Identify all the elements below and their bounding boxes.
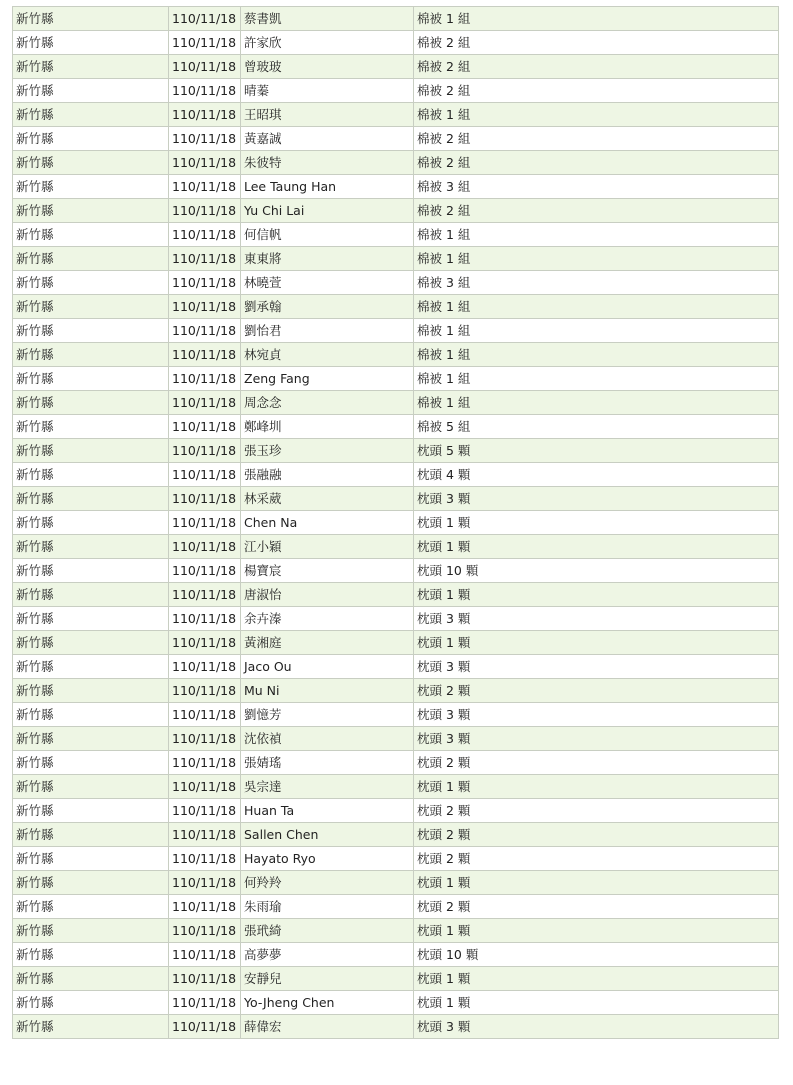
date-cell: 110/11/18 bbox=[169, 367, 241, 391]
date-cell: 110/11/18 bbox=[169, 799, 241, 823]
item-cell: 枕頭 2 顆 bbox=[414, 847, 779, 871]
date-cell: 110/11/18 bbox=[169, 415, 241, 439]
county-cell: 新竹縣 bbox=[13, 799, 169, 823]
date-cell: 110/11/18 bbox=[169, 487, 241, 511]
date-cell: 110/11/18 bbox=[169, 679, 241, 703]
date-cell: 110/11/18 bbox=[169, 847, 241, 871]
county-cell: 新竹縣 bbox=[13, 631, 169, 655]
date-cell: 110/11/18 bbox=[169, 103, 241, 127]
date-cell: 110/11/18 bbox=[169, 775, 241, 799]
table-row bbox=[13, 487, 779, 511]
date-cell: 110/11/18 bbox=[169, 79, 241, 103]
county-cell: 新竹縣 bbox=[13, 583, 169, 607]
table-row bbox=[13, 967, 779, 991]
item-cell: 棉被 5 組 bbox=[414, 415, 779, 439]
donor-name-cell: 江小穎 bbox=[241, 535, 414, 559]
donor-name-cell: Chen Na bbox=[241, 511, 414, 535]
item-cell: 枕頭 2 顆 bbox=[414, 823, 779, 847]
item-cell: 枕頭 3 顆 bbox=[414, 487, 779, 511]
donor-name-cell: Lee Taung Han bbox=[241, 175, 414, 199]
item-cell: 枕頭 2 顆 bbox=[414, 799, 779, 823]
county-cell: 新竹縣 bbox=[13, 151, 169, 175]
table-row bbox=[13, 199, 779, 223]
table-row bbox=[13, 871, 779, 895]
county-cell: 新竹縣 bbox=[13, 871, 169, 895]
item-cell: 枕頭 10 顆 bbox=[414, 559, 779, 583]
table-row bbox=[13, 415, 779, 439]
donor-name-cell: Hayato Ryo bbox=[241, 847, 414, 871]
table-row bbox=[13, 895, 779, 919]
donor-name-cell: 吳宗達 bbox=[241, 775, 414, 799]
table-row bbox=[13, 799, 779, 823]
date-cell: 110/11/18 bbox=[169, 31, 241, 55]
donor-name-cell: 東東將 bbox=[241, 247, 414, 271]
county-cell: 新竹縣 bbox=[13, 415, 169, 439]
donor-name-cell: 張婧瑤 bbox=[241, 751, 414, 775]
table-row bbox=[13, 511, 779, 535]
item-cell: 棉被 1 組 bbox=[414, 343, 779, 367]
county-cell: 新竹縣 bbox=[13, 511, 169, 535]
donor-name-cell: 劉承翰 bbox=[241, 295, 414, 319]
item-cell: 枕頭 5 顆 bbox=[414, 439, 779, 463]
table-row bbox=[13, 703, 779, 727]
date-cell: 110/11/18 bbox=[169, 391, 241, 415]
item-cell: 棉被 2 組 bbox=[414, 55, 779, 79]
date-cell: 110/11/18 bbox=[169, 271, 241, 295]
date-cell: 110/11/18 bbox=[169, 943, 241, 967]
date-cell: 110/11/18 bbox=[169, 1015, 241, 1039]
table-row bbox=[13, 223, 779, 247]
item-cell: 棉被 1 組 bbox=[414, 295, 779, 319]
table-row bbox=[13, 463, 779, 487]
donor-name-cell: 鄭峰圳 bbox=[241, 415, 414, 439]
table-row bbox=[13, 271, 779, 295]
county-cell: 新竹縣 bbox=[13, 919, 169, 943]
donor-name-cell: 沈依禎 bbox=[241, 727, 414, 751]
item-cell: 枕頭 3 顆 bbox=[414, 727, 779, 751]
item-cell: 棉被 2 組 bbox=[414, 31, 779, 55]
item-cell: 枕頭 3 顆 bbox=[414, 703, 779, 727]
donor-name-cell: 朱彼特 bbox=[241, 151, 414, 175]
item-cell: 枕頭 3 顆 bbox=[414, 607, 779, 631]
donation-table-body bbox=[13, 7, 779, 1039]
donor-name-cell: 王昭琪 bbox=[241, 103, 414, 127]
item-cell: 枕頭 1 顆 bbox=[414, 511, 779, 535]
item-cell: 棉被 2 組 bbox=[414, 79, 779, 103]
donor-name-cell: 周念念 bbox=[241, 391, 414, 415]
donor-name-cell: 黃嘉誠 bbox=[241, 127, 414, 151]
date-cell: 110/11/18 bbox=[169, 871, 241, 895]
date-cell: 110/11/18 bbox=[169, 55, 241, 79]
county-cell: 新竹縣 bbox=[13, 991, 169, 1015]
county-cell: 新竹縣 bbox=[13, 439, 169, 463]
item-cell: 枕頭 1 顆 bbox=[414, 583, 779, 607]
county-cell: 新竹縣 bbox=[13, 367, 169, 391]
item-cell: 棉被 1 組 bbox=[414, 319, 779, 343]
item-cell: 棉被 2 組 bbox=[414, 151, 779, 175]
item-cell: 枕頭 4 顆 bbox=[414, 463, 779, 487]
date-cell: 110/11/18 bbox=[169, 7, 241, 31]
county-cell: 新竹縣 bbox=[13, 703, 169, 727]
date-cell: 110/11/18 bbox=[169, 295, 241, 319]
table-row bbox=[13, 1015, 779, 1039]
table-row bbox=[13, 319, 779, 343]
county-cell: 新竹縣 bbox=[13, 655, 169, 679]
county-cell: 新竹縣 bbox=[13, 199, 169, 223]
county-cell: 新竹縣 bbox=[13, 31, 169, 55]
table-row bbox=[13, 79, 779, 103]
item-cell: 棉被 1 組 bbox=[414, 367, 779, 391]
donor-name-cell: 安靜兒 bbox=[241, 967, 414, 991]
donor-name-cell: Jaco Ou bbox=[241, 655, 414, 679]
table-row bbox=[13, 655, 779, 679]
county-cell: 新竹縣 bbox=[13, 487, 169, 511]
county-cell: 新竹縣 bbox=[13, 391, 169, 415]
date-cell: 110/11/18 bbox=[169, 319, 241, 343]
table-row bbox=[13, 55, 779, 79]
donor-name-cell: 唐淑怡 bbox=[241, 583, 414, 607]
county-cell: 新竹縣 bbox=[13, 79, 169, 103]
county-cell: 新竹縣 bbox=[13, 103, 169, 127]
date-cell: 110/11/18 bbox=[169, 559, 241, 583]
date-cell: 110/11/18 bbox=[169, 175, 241, 199]
date-cell: 110/11/18 bbox=[169, 223, 241, 247]
county-cell: 新竹縣 bbox=[13, 271, 169, 295]
item-cell: 枕頭 10 顆 bbox=[414, 943, 779, 967]
donor-name-cell: 劉怡君 bbox=[241, 319, 414, 343]
table-row bbox=[13, 367, 779, 391]
county-cell: 新竹縣 bbox=[13, 727, 169, 751]
table-row bbox=[13, 103, 779, 127]
county-cell: 新竹縣 bbox=[13, 847, 169, 871]
county-cell: 新竹縣 bbox=[13, 1015, 169, 1039]
date-cell: 110/11/18 bbox=[169, 919, 241, 943]
donor-name-cell: 何信帆 bbox=[241, 223, 414, 247]
date-cell: 110/11/18 bbox=[169, 439, 241, 463]
table-row bbox=[13, 847, 779, 871]
donor-name-cell: 余卉溱 bbox=[241, 607, 414, 631]
date-cell: 110/11/18 bbox=[169, 967, 241, 991]
table-row bbox=[13, 127, 779, 151]
item-cell: 棉被 3 組 bbox=[414, 175, 779, 199]
item-cell: 棉被 3 組 bbox=[414, 271, 779, 295]
donor-name-cell: Sallen Chen bbox=[241, 823, 414, 847]
table-row bbox=[13, 31, 779, 55]
item-cell: 枕頭 2 顆 bbox=[414, 751, 779, 775]
county-cell: 新竹縣 bbox=[13, 535, 169, 559]
county-cell: 新竹縣 bbox=[13, 127, 169, 151]
item-cell: 棉被 1 組 bbox=[414, 223, 779, 247]
donor-name-cell: 晴蓁 bbox=[241, 79, 414, 103]
donor-name-cell: 林采葳 bbox=[241, 487, 414, 511]
date-cell: 110/11/18 bbox=[169, 703, 241, 727]
county-cell: 新竹縣 bbox=[13, 823, 169, 847]
donor-name-cell: 黃湘庭 bbox=[241, 631, 414, 655]
donor-name-cell: 林宛貞 bbox=[241, 343, 414, 367]
donor-name-cell: 許家欣 bbox=[241, 31, 414, 55]
donor-name-cell: Yo-Jheng Chen bbox=[241, 991, 414, 1015]
date-cell: 110/11/18 bbox=[169, 583, 241, 607]
county-cell: 新竹縣 bbox=[13, 943, 169, 967]
county-cell: 新竹縣 bbox=[13, 967, 169, 991]
donor-name-cell: 朱雨瑜 bbox=[241, 895, 414, 919]
date-cell: 110/11/18 bbox=[169, 751, 241, 775]
item-cell: 枕頭 2 顆 bbox=[414, 895, 779, 919]
item-cell: 枕頭 1 顆 bbox=[414, 775, 779, 799]
table-row bbox=[13, 439, 779, 463]
date-cell: 110/11/18 bbox=[169, 151, 241, 175]
item-cell: 枕頭 3 顆 bbox=[414, 1015, 779, 1039]
table-row bbox=[13, 559, 779, 583]
table-row bbox=[13, 247, 779, 271]
table-row bbox=[13, 823, 779, 847]
item-cell: 棉被 2 組 bbox=[414, 199, 779, 223]
county-cell: 新竹縣 bbox=[13, 319, 169, 343]
county-cell: 新竹縣 bbox=[13, 751, 169, 775]
date-cell: 110/11/18 bbox=[169, 511, 241, 535]
county-cell: 新竹縣 bbox=[13, 775, 169, 799]
item-cell: 棉被 1 組 bbox=[414, 103, 779, 127]
item-cell: 枕頭 1 顆 bbox=[414, 631, 779, 655]
table-row bbox=[13, 295, 779, 319]
donor-name-cell: 何羚羚 bbox=[241, 871, 414, 895]
county-cell: 新竹縣 bbox=[13, 55, 169, 79]
item-cell: 枕頭 1 顆 bbox=[414, 967, 779, 991]
table-row bbox=[13, 7, 779, 31]
date-cell: 110/11/18 bbox=[169, 127, 241, 151]
item-cell: 枕頭 1 顆 bbox=[414, 535, 779, 559]
donor-name-cell: Yu Chi Lai bbox=[241, 199, 414, 223]
donor-name-cell: 曾玻玻 bbox=[241, 55, 414, 79]
item-cell: 枕頭 2 顆 bbox=[414, 679, 779, 703]
county-cell: 新竹縣 bbox=[13, 247, 169, 271]
donation-table-container bbox=[12, 6, 778, 1039]
donor-name-cell: 薛偉宏 bbox=[241, 1015, 414, 1039]
table-row bbox=[13, 343, 779, 367]
date-cell: 110/11/18 bbox=[169, 199, 241, 223]
county-cell: 新竹縣 bbox=[13, 7, 169, 31]
donor-name-cell: 高夢夢 bbox=[241, 943, 414, 967]
date-cell: 110/11/18 bbox=[169, 727, 241, 751]
table-row bbox=[13, 535, 779, 559]
item-cell: 枕頭 3 顆 bbox=[414, 655, 779, 679]
table-row bbox=[13, 991, 779, 1015]
county-cell: 新竹縣 bbox=[13, 343, 169, 367]
table-row bbox=[13, 919, 779, 943]
date-cell: 110/11/18 bbox=[169, 607, 241, 631]
county-cell: 新竹縣 bbox=[13, 463, 169, 487]
county-cell: 新竹縣 bbox=[13, 175, 169, 199]
item-cell: 棉被 1 組 bbox=[414, 7, 779, 31]
table-row bbox=[13, 751, 779, 775]
table-row bbox=[13, 175, 779, 199]
table-row bbox=[13, 151, 779, 175]
item-cell: 枕頭 1 顆 bbox=[414, 919, 779, 943]
donor-name-cell: Zeng Fang bbox=[241, 367, 414, 391]
date-cell: 110/11/18 bbox=[169, 823, 241, 847]
table-row bbox=[13, 631, 779, 655]
donor-name-cell: 劉憶芳 bbox=[241, 703, 414, 727]
table-row bbox=[13, 727, 779, 751]
item-cell: 棉被 2 組 bbox=[414, 127, 779, 151]
table-row bbox=[13, 607, 779, 631]
date-cell: 110/11/18 bbox=[169, 895, 241, 919]
donor-name-cell: Huan Ta bbox=[241, 799, 414, 823]
item-cell: 棉被 1 組 bbox=[414, 391, 779, 415]
table-row bbox=[13, 583, 779, 607]
county-cell: 新竹縣 bbox=[13, 607, 169, 631]
date-cell: 110/11/18 bbox=[169, 655, 241, 679]
table-row bbox=[13, 679, 779, 703]
table-row bbox=[13, 391, 779, 415]
date-cell: 110/11/18 bbox=[169, 463, 241, 487]
donor-name-cell: 張玉珍 bbox=[241, 439, 414, 463]
item-cell: 枕頭 1 顆 bbox=[414, 871, 779, 895]
table-row bbox=[13, 943, 779, 967]
date-cell: 110/11/18 bbox=[169, 343, 241, 367]
date-cell: 110/11/18 bbox=[169, 991, 241, 1015]
donor-name-cell: 林曉萱 bbox=[241, 271, 414, 295]
donation-table bbox=[12, 6, 779, 1039]
date-cell: 110/11/18 bbox=[169, 247, 241, 271]
county-cell: 新竹縣 bbox=[13, 223, 169, 247]
date-cell: 110/11/18 bbox=[169, 535, 241, 559]
county-cell: 新竹縣 bbox=[13, 559, 169, 583]
donor-name-cell: 張玳綺 bbox=[241, 919, 414, 943]
county-cell: 新竹縣 bbox=[13, 679, 169, 703]
county-cell: 新竹縣 bbox=[13, 895, 169, 919]
donor-name-cell: 張融融 bbox=[241, 463, 414, 487]
donor-name-cell: Mu Ni bbox=[241, 679, 414, 703]
table-row bbox=[13, 775, 779, 799]
item-cell: 棉被 1 組 bbox=[414, 247, 779, 271]
item-cell: 枕頭 1 顆 bbox=[414, 991, 779, 1015]
donor-name-cell: 楊寶宸 bbox=[241, 559, 414, 583]
county-cell: 新竹縣 bbox=[13, 295, 169, 319]
date-cell: 110/11/18 bbox=[169, 631, 241, 655]
donor-name-cell: 蔡書凱 bbox=[241, 7, 414, 31]
